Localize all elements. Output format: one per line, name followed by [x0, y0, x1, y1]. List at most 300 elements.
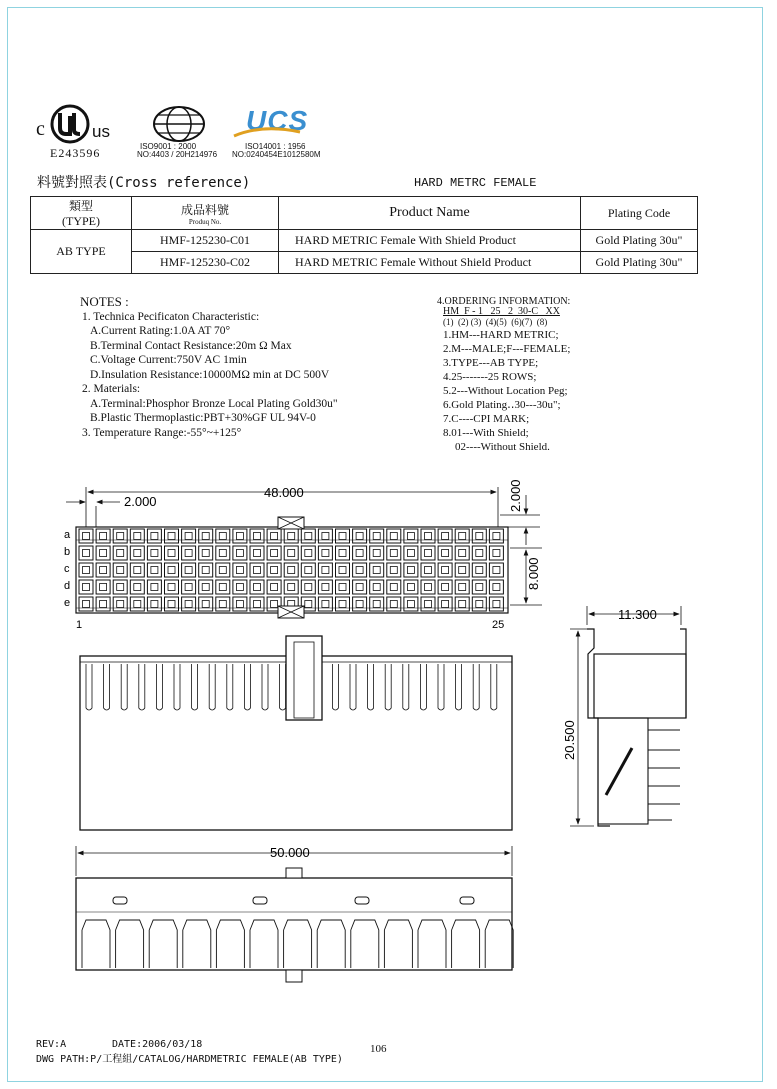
ul-number: E243596	[50, 146, 101, 160]
pin-hole	[83, 550, 90, 557]
drawing-date: DATE:2006/03/18	[112, 1039, 203, 1050]
pin-hole	[305, 550, 312, 557]
pin-hole	[151, 601, 158, 608]
ordering-line: 4.25-------25 ROWS;	[443, 371, 537, 383]
pin-cell	[182, 563, 196, 577]
pin-cell	[130, 563, 144, 577]
pin-hole	[236, 584, 243, 591]
pin-cell	[233, 580, 247, 594]
iso9001-line2: NO:4403 / 20H214976	[137, 150, 218, 159]
pin-hole	[339, 567, 346, 574]
pin-cell	[147, 580, 161, 594]
pin-cell	[301, 546, 315, 560]
pin-hole	[185, 550, 192, 557]
pin-cell	[472, 580, 486, 594]
pin-cell	[267, 546, 281, 560]
pin-hole	[322, 601, 329, 608]
pin-hole	[271, 550, 278, 557]
pin-cell	[353, 597, 367, 611]
pin-cell	[336, 563, 350, 577]
pin-hole	[442, 533, 449, 540]
pin-hole	[219, 533, 226, 540]
pin-cell	[489, 529, 503, 543]
front-slot	[139, 664, 145, 710]
pin-hole	[407, 550, 414, 557]
pin-cell	[489, 580, 503, 594]
pin-cell	[182, 546, 196, 560]
pin-hole	[305, 533, 312, 540]
bottom-tooth	[485, 920, 513, 968]
pin-cell	[301, 529, 315, 543]
pin-cell	[96, 563, 110, 577]
pin-cell	[472, 563, 486, 577]
pin-cell	[284, 546, 298, 560]
pin-cell	[336, 580, 350, 594]
pin-hole	[219, 567, 226, 574]
pin-hole	[134, 584, 141, 591]
pin-hole	[373, 550, 380, 557]
note-line: C.Voltage Current:750V AC 1min	[90, 354, 247, 366]
pin-hole	[288, 584, 295, 591]
pin-hole	[202, 584, 209, 591]
pin-hole	[390, 584, 397, 591]
pin-cell	[421, 563, 435, 577]
pin-hole	[117, 584, 124, 591]
row-label-d: d	[64, 580, 71, 592]
dim-2-right-label: 2.000	[508, 479, 523, 512]
front-slot	[121, 664, 127, 710]
pin-hole	[236, 533, 243, 540]
pin-hole	[271, 533, 278, 540]
note-line: 2. Materials:	[82, 383, 141, 395]
pin-hole	[356, 584, 363, 591]
pin-cell	[216, 580, 230, 594]
pin-cell	[353, 529, 367, 543]
pin-hole	[493, 584, 500, 591]
note-line: 1. Technica Pecificaton Characteristic:	[82, 310, 260, 323]
bottom-tooth	[418, 920, 446, 968]
pin-cell	[370, 529, 384, 543]
pin-hole	[476, 567, 483, 574]
ordering-line: 2.M---MALE;F---FEMALE;	[443, 343, 571, 355]
pin-hole	[476, 601, 483, 608]
ordering-line: 3.TYPE---AB TYPE;	[443, 357, 539, 369]
pin-cell	[250, 563, 264, 577]
pin-cell	[387, 546, 401, 560]
front-slot	[192, 664, 198, 710]
pin-cell	[455, 580, 469, 594]
note-line: A.Current Rating:1.0A AT 70°	[90, 325, 231, 337]
note-line: A.Terminal:Phosphor Bronze Local Plating Gold30u"	[90, 397, 338, 410]
pin-cell	[404, 580, 418, 594]
pin-cell	[489, 597, 503, 611]
pin-cell	[284, 580, 298, 594]
front-slot	[350, 664, 356, 710]
pin-cell	[216, 546, 230, 560]
pin-cell	[130, 529, 144, 543]
pin-hole	[134, 601, 141, 608]
drawing-path: DWG PATH:P/工程組/CATALOG/HARDMETRIC FEMALE(AB TYPE)	[36, 1054, 343, 1065]
pin-hole	[305, 567, 312, 574]
pin-hole	[493, 550, 500, 557]
pin-cell	[489, 563, 503, 577]
pin-hole	[117, 550, 124, 557]
pin-cell	[318, 529, 332, 543]
pin-hole	[168, 567, 175, 574]
bottom-tooth	[216, 920, 244, 968]
front-slot	[438, 664, 444, 710]
pin-hole	[254, 601, 261, 608]
pin-hole	[476, 584, 483, 591]
pin-cell	[438, 529, 452, 543]
pin-hole	[425, 533, 432, 540]
product-family-title: HARD METRC FEMALE	[414, 176, 537, 190]
pin-hole	[407, 584, 414, 591]
pin-hole	[425, 601, 432, 608]
pin-hole	[219, 584, 226, 591]
front-slot	[156, 664, 162, 710]
pin-cell	[216, 529, 230, 543]
pin-cell	[370, 580, 384, 594]
pin-cell	[438, 563, 452, 577]
pin-hole	[459, 533, 466, 540]
pin-hole	[459, 567, 466, 574]
pin-cell	[147, 529, 161, 543]
ucs-logo: UCS	[246, 105, 309, 136]
pin-cell	[318, 597, 332, 611]
pin-cell	[182, 580, 196, 594]
pin-hole	[83, 584, 90, 591]
part-number-header: 成品料號 Produq No.	[132, 197, 279, 230]
row-label-b: b	[64, 546, 71, 558]
pin-hole	[425, 550, 432, 557]
pin-cell	[301, 580, 315, 594]
pin-hole	[476, 533, 483, 540]
pin-hole	[305, 601, 312, 608]
bottom-tooth	[116, 920, 144, 968]
note-line: B.Plastic Thermoplastic:PBT+30%GF UL 94V-0	[90, 412, 316, 424]
pin-hole	[100, 567, 107, 574]
dim-11-3-label: 11.300	[618, 607, 657, 622]
pin-cell	[438, 580, 452, 594]
front-slot	[104, 664, 110, 710]
pin-hole	[117, 601, 124, 608]
pin-hole	[373, 533, 380, 540]
pin-cell	[336, 529, 350, 543]
pin-cell	[233, 529, 247, 543]
front-slot	[385, 664, 391, 710]
part-number-cell: HMF-125230-C01	[132, 230, 279, 252]
pin-cell	[96, 597, 110, 611]
front-slot	[491, 664, 497, 710]
pin-cell	[79, 580, 93, 594]
front-slot	[262, 664, 268, 710]
pin-cell	[472, 546, 486, 560]
pin-hole	[254, 584, 261, 591]
pin-cell	[113, 546, 127, 560]
ordering-line: 8.01---With Shield;	[443, 427, 529, 439]
bottom-tooth	[183, 920, 211, 968]
pin-cell	[387, 580, 401, 594]
pin-cell	[96, 529, 110, 543]
front-slot	[174, 664, 180, 710]
note-line: B.Terminal Contact Resistance:20m Ω Max	[90, 339, 292, 352]
pin-hole	[271, 601, 278, 608]
pin-cell	[267, 563, 281, 577]
pin-cell	[421, 546, 435, 560]
pin-hole	[373, 584, 380, 591]
pin-cell	[165, 563, 179, 577]
pin-cell	[404, 546, 418, 560]
pin-cell	[165, 529, 179, 543]
pin-cell	[250, 597, 264, 611]
pin-hole	[373, 601, 380, 608]
pin-cell	[199, 563, 213, 577]
pin-cell	[353, 563, 367, 577]
row-label-a: a	[64, 529, 71, 541]
bottom-tooth	[384, 920, 412, 968]
front-slot	[473, 664, 479, 710]
pin-hole	[254, 550, 261, 557]
notes-title: NOTES :	[80, 294, 129, 309]
pin-cell	[79, 529, 93, 543]
pin-cell	[421, 529, 435, 543]
pin-cell	[147, 597, 161, 611]
pin-hole	[459, 550, 466, 557]
revision: REV:A	[36, 1039, 67, 1050]
pin-hole	[356, 601, 363, 608]
pin-hole	[271, 567, 278, 574]
pin-first-label: 1	[76, 619, 83, 631]
pin-cell	[472, 597, 486, 611]
front-slot	[244, 664, 250, 710]
pin-cell	[336, 546, 350, 560]
pin-cell	[472, 529, 486, 543]
pin-hole	[339, 533, 346, 540]
pin-hole	[322, 550, 329, 557]
pin-cell	[165, 546, 179, 560]
pin-cell	[199, 580, 213, 594]
pin-hole	[202, 533, 209, 540]
pin-hole	[322, 567, 329, 574]
pin-cell	[421, 597, 435, 611]
pin-hole	[322, 533, 329, 540]
pin-cell	[438, 597, 452, 611]
pin-cell	[113, 563, 127, 577]
pin-last-label: 25	[492, 619, 505, 631]
pin-cell	[96, 580, 110, 594]
pin-hole	[288, 533, 295, 540]
pin-cell	[353, 546, 367, 560]
pin-hole	[83, 533, 90, 540]
pin-hole	[322, 584, 329, 591]
ul-prefix: c	[36, 118, 45, 140]
pin-hole	[442, 567, 449, 574]
pin-hole	[356, 550, 363, 557]
pin-hole	[373, 567, 380, 574]
pin-cell	[79, 546, 93, 560]
row-label-c: c	[64, 563, 70, 575]
pin-cell	[455, 563, 469, 577]
pin-hole	[219, 601, 226, 608]
front-view	[80, 636, 512, 830]
iso14001-line1: ISO14001 : 1956	[245, 142, 306, 151]
part-number-cell: HMF-125230-C02	[132, 252, 279, 274]
bottom-tooth	[351, 920, 379, 968]
dim-48-label: 48.000	[264, 485, 304, 500]
type-cell: AB TYPE	[31, 230, 132, 274]
ordering-line: 7.C----CPI MARK;	[443, 413, 530, 425]
pin-cell	[182, 529, 196, 543]
pin-hole	[493, 567, 500, 574]
pin-hole	[117, 533, 124, 540]
pin-cell	[233, 563, 247, 577]
front-slot	[332, 664, 338, 710]
pin-cell	[233, 546, 247, 560]
pin-cell	[216, 563, 230, 577]
front-slot	[209, 664, 215, 710]
side-view	[570, 606, 686, 826]
pin-hole	[407, 601, 414, 608]
pin-hole	[459, 584, 466, 591]
pin-cell	[489, 546, 503, 560]
pin-hole	[134, 533, 141, 540]
row-label-e: e	[64, 597, 71, 609]
pin-hole	[442, 550, 449, 557]
pin-cell	[318, 563, 332, 577]
ul-suffix: us	[92, 122, 110, 141]
pin-hole	[288, 567, 295, 574]
bottom-tooth	[284, 920, 312, 968]
pin-hole	[134, 550, 141, 557]
note-line: 3. Temperature Range:-55°~+125°	[82, 426, 242, 439]
pin-hole	[493, 601, 500, 608]
dim-50-label: 50.000	[270, 845, 310, 860]
bottom-tooth	[149, 920, 177, 968]
pin-hole	[117, 567, 124, 574]
pin-hole	[100, 584, 107, 591]
bottom-tooth	[317, 920, 345, 968]
pin-cell	[421, 580, 435, 594]
ordering-code-index: (1) (2) (3) (4)(5) (6)(7) (8)	[443, 317, 548, 327]
pin-hole	[202, 601, 209, 608]
plating-cell: Gold Plating 30u"	[581, 252, 698, 274]
pin-hole	[390, 601, 397, 608]
front-slot	[280, 664, 286, 710]
ordering-line: 02----Without Shield.	[455, 441, 550, 453]
pin-cell	[250, 580, 264, 594]
iso9001-line1: ISO9001 : 2000	[140, 142, 197, 151]
pin-cell	[199, 597, 213, 611]
pin-cell	[113, 580, 127, 594]
pin-hole	[83, 601, 90, 608]
cross-reference-title: 料號對照表(Cross reference)	[37, 175, 251, 191]
pin-hole	[305, 584, 312, 591]
pin-cell	[284, 529, 298, 543]
pin-cell	[404, 563, 418, 577]
pin-cell	[130, 597, 144, 611]
pin-hole	[151, 533, 158, 540]
pin-hole	[236, 601, 243, 608]
pin-hole	[339, 584, 346, 591]
pin-cell	[165, 580, 179, 594]
ordering-line: 5.2---Without Location Peg;	[443, 385, 568, 397]
pin-cell	[455, 529, 469, 543]
pin-cell	[336, 597, 350, 611]
front-slot	[420, 664, 426, 710]
front-slot	[86, 664, 92, 710]
dim-2-left-label: 2.000	[124, 494, 157, 509]
pin-cell	[250, 529, 264, 543]
pin-hole	[493, 533, 500, 540]
pin-cell	[455, 597, 469, 611]
pin-hole	[100, 601, 107, 608]
pin-cell	[387, 597, 401, 611]
pin-hole	[185, 567, 192, 574]
pin-cell	[233, 597, 247, 611]
pin-hole	[356, 533, 363, 540]
pin-hole	[185, 533, 192, 540]
pin-hole	[425, 567, 432, 574]
ordering-line: 1.HM---HARD METRIC;	[443, 329, 559, 341]
pin-cell	[79, 563, 93, 577]
pin-hole	[83, 567, 90, 574]
pin-cell	[387, 563, 401, 577]
dim-8-label: 8.000	[526, 557, 541, 590]
note-line: D.Insulation Resistance:10000MΩ min at DC 500V	[90, 368, 330, 381]
pin-hole	[168, 550, 175, 557]
pin-hole	[219, 550, 226, 557]
pin-cell	[267, 529, 281, 543]
dim-20-5-label: 20.500	[562, 720, 577, 760]
pin-cell	[370, 563, 384, 577]
pin-cell	[267, 580, 281, 594]
product-name-cell: HARD METRIC Female With Shield Product	[279, 230, 581, 252]
pin-hole	[407, 567, 414, 574]
front-slot	[403, 664, 409, 710]
page-number: 106	[370, 1043, 387, 1055]
pin-hole	[100, 533, 107, 540]
type-header: 類型 (TYPE)	[31, 197, 132, 230]
pin-cell	[301, 563, 315, 577]
pin-hole	[202, 567, 209, 574]
pin-cell	[284, 563, 298, 577]
pin-cell	[165, 597, 179, 611]
pin-hole	[134, 567, 141, 574]
pin-hole	[168, 533, 175, 540]
pin-cell	[130, 546, 144, 560]
pin-cell	[199, 529, 213, 543]
pin-cell	[96, 546, 110, 560]
pin-cell	[370, 546, 384, 560]
bottom-view	[76, 846, 513, 982]
pin-hole	[100, 550, 107, 557]
pin-hole	[407, 533, 414, 540]
ordering-line: 6.Gold Plating‥30---30u";	[443, 399, 561, 411]
front-slot	[456, 664, 462, 710]
ordering-title: 4.ORDERING INFORMATION:	[437, 296, 571, 307]
pin-cell	[318, 580, 332, 594]
pin-hole	[185, 584, 192, 591]
pin-cell	[404, 597, 418, 611]
pin-cell	[147, 546, 161, 560]
pin-hole	[442, 601, 449, 608]
pin-hole	[151, 584, 158, 591]
bottom-tooth	[250, 920, 278, 968]
pin-cell	[147, 563, 161, 577]
pin-hole	[185, 601, 192, 608]
pin-hole	[168, 601, 175, 608]
